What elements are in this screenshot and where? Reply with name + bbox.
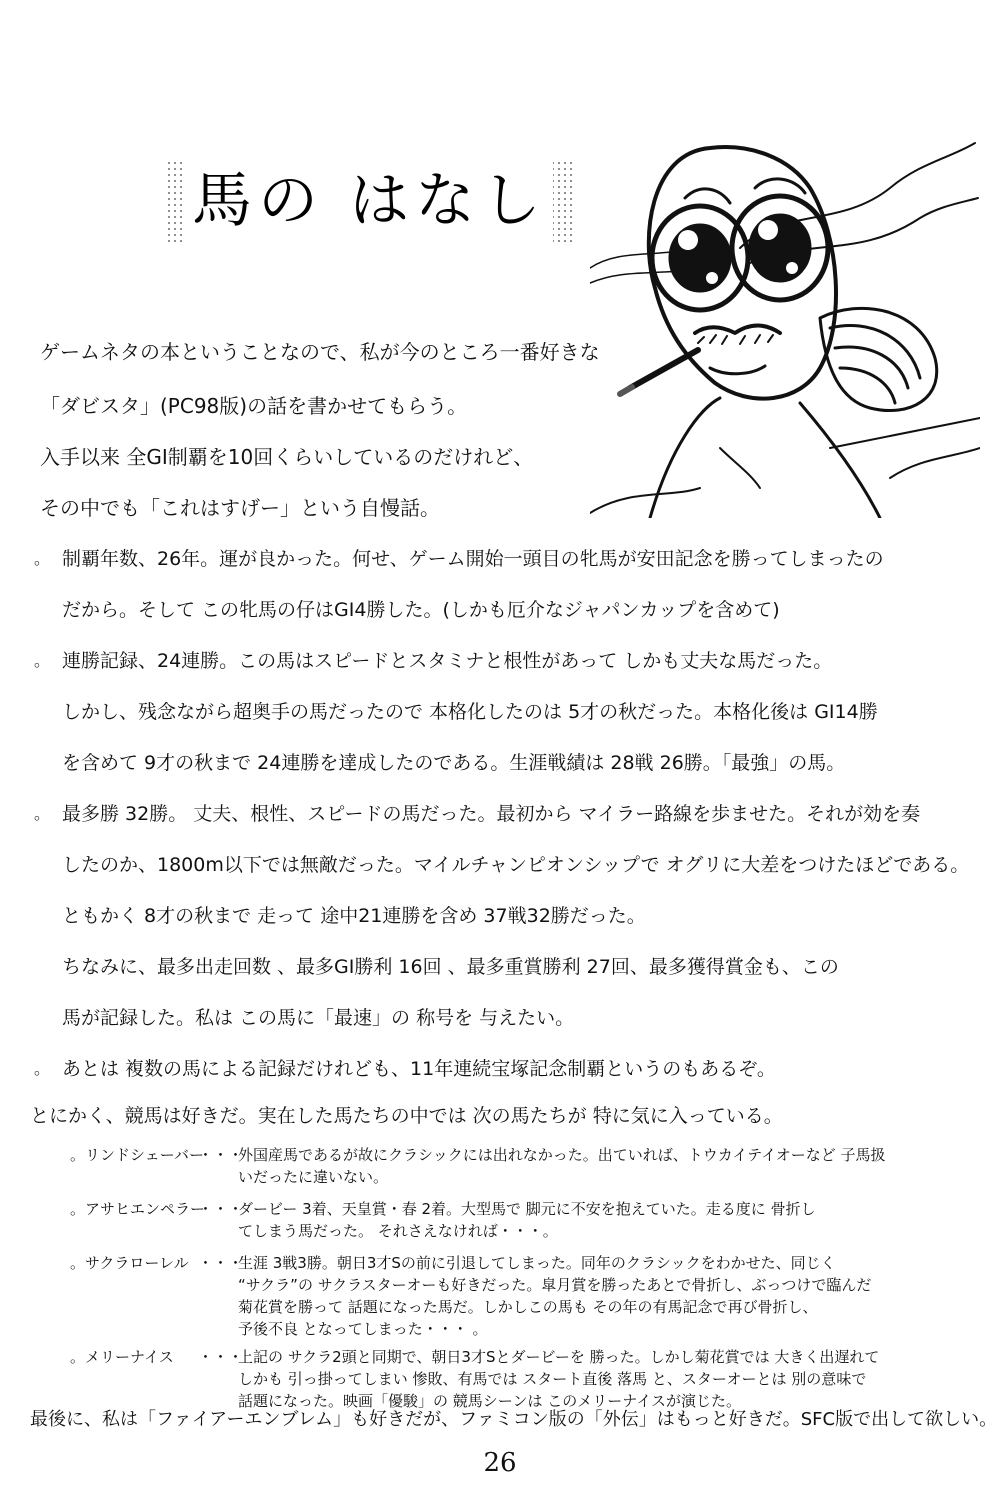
horse-note: 外国産馬であるが故にクラシックには出れなかった。出ていれば、トウカイテイオーなど 子馬扱: [238, 1146, 886, 1164]
horse-note: 生涯 3戦3勝。朝日3才Sの前に引退してしまった。同年のクラシックをわかせた、同じく: [238, 1254, 836, 1272]
horse-name: 。リンドシェーバー: [70, 1146, 204, 1164]
bullet-mark: 。: [34, 1059, 51, 1078]
horse-note: てしまう馬だった。 それさえなければ・・・。: [238, 1222, 558, 1240]
record-line: あとは 複数の馬による記録だけれども、11年連続宝塚記念制覇というのもあるぞ。: [62, 1058, 776, 1080]
record-line: したのか、1800m以下では無敵だった。マイルチャンピオンシップで オグリに大差をつけたほどである。: [62, 854, 970, 876]
intro-line: 入手以来 全GI制覇を10回くらいしているのだけれど、: [40, 445, 534, 469]
bullet-mark: 。: [34, 651, 51, 670]
leader-dots: ・・・: [198, 1200, 244, 1218]
horse-note: 菊花賞を勝って 話題になった馬だ。しかしこの馬も その年の有馬記念で再び骨折し、: [238, 1298, 818, 1316]
record-line: ちなみに、最多出走回数 、最多GI勝利 16回 、最多重賞勝利 27回、最多獲得賞金も、この: [62, 956, 839, 978]
smoking-character-illustration: [590, 118, 980, 518]
horse-note: いだったに違いない。: [238, 1168, 389, 1186]
horse-note: 予後不良 となってしまった・・・ 。: [238, 1320, 488, 1338]
intro-line: その中でも「これはすげー」という自慢話。: [40, 496, 440, 520]
record-line: 最多勝 32勝。 丈夫、根性、スピードの馬だった。最初から マイラー路線を歩ませた。それが効を奏: [62, 803, 921, 825]
horse-name: 。サクラローレル: [70, 1254, 189, 1272]
page-number: 26: [483, 1448, 517, 1478]
closing-line: 最後に、私は「ファイアーエンブレム」も好きだが、ファミコン版の「外伝」はもっと好きだ。SFC版で出して欲しい。: [30, 1409, 998, 1430]
record-line: しかし、残念ながら超奥手の馬だったので 本格化したのは 5才の秋だった。本格化後は GI14勝: [62, 701, 878, 723]
record-line: 連勝記録、24連勝。この馬はスピードとスタミナと根性があって しかも丈夫な馬だった。: [62, 650, 833, 672]
horse-note: 話題になった。映画「優駿」の 競馬シーンは このメリーナイスが演じた。: [238, 1392, 742, 1410]
leader-dots: ・・・: [198, 1254, 244, 1272]
summary-line: とにかく、競馬は好きだ。実在した馬たちの中では 次の馬たちが 特に気に入っている。: [30, 1105, 783, 1127]
bullet-mark: 。: [34, 804, 51, 823]
horse-name: 。メリーナイス: [70, 1348, 174, 1366]
record-line: ともかく 8才の秋まで 走って 途中21連勝を含め 37戦32勝だった。: [62, 905, 646, 927]
horse-note: 上記の サクラ2頭と同期で、朝日3才Sとダービーを 勝った。しかし菊花賞では 大きく出遅れて: [238, 1348, 880, 1366]
page-title: 馬の はなし: [186, 160, 553, 242]
intro-line: 「ダビスタ」(PC98版)の話を書かせてもらう。: [40, 394, 468, 418]
record-line: 馬が記録した。私は この馬に「最速」の 称号を 与えたい。: [62, 1007, 575, 1029]
bullet-mark: 。: [34, 549, 51, 568]
leader-dots: ・・・: [198, 1348, 244, 1366]
record-line: 制覇年数、26年。運が良かった。何せ、ゲーム開始一頭目の牝馬が安田記念を勝ってしまったの: [62, 548, 884, 570]
intro-line: ゲームネタの本ということなので、私が今のところ一番好きな: [40, 340, 600, 364]
horse-note: しかも 引っ掛ってしまい 惨敗、有馬では スタート直後 落馬 と、スターオーとは 別の意味で: [238, 1370, 867, 1388]
record-line: を含めて 9才の秋まで 24連勝を達成したのである。生涯戦績は 28戦 26勝。「最強」の馬。: [62, 752, 846, 774]
record-line: だから。そして この牝馬の仔はGI4勝した。(しかも厄介なジャパンカップを含めて): [62, 599, 780, 621]
horse-name: 。アサヒエンペラー: [70, 1200, 206, 1218]
leader-dots: ・・・: [198, 1146, 244, 1164]
horse-note: ダービー 3着、天皇賞・春 2着。大型馬で 脚元に不安を抱えていた。走る度に 骨折し: [238, 1200, 816, 1218]
horse-note: “サクラ”の サクラスターオーも好きだった。皐月賞を勝ったあとで骨折し、ぶっつけで臨んだ: [238, 1276, 872, 1294]
